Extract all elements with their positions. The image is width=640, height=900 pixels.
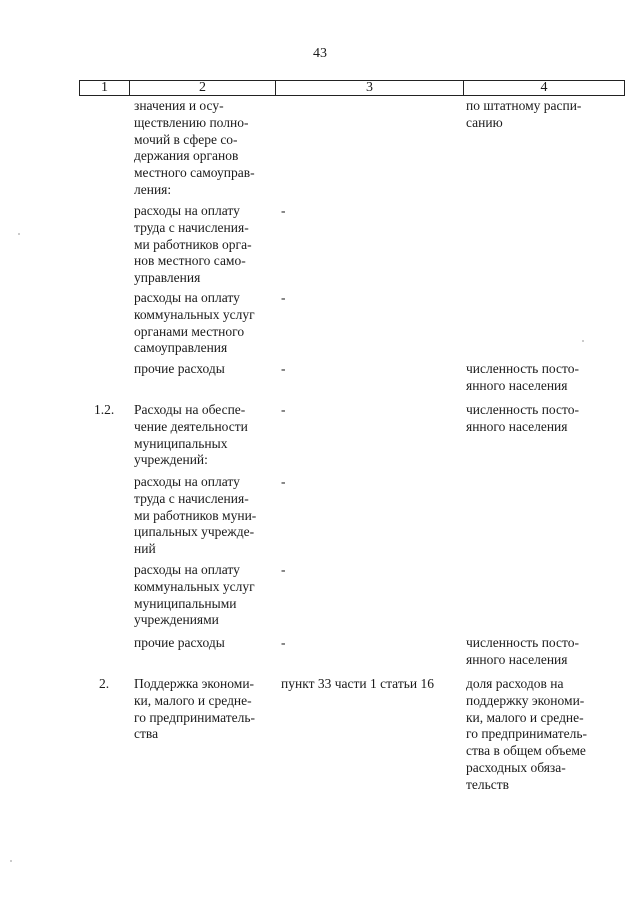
table-cell-legal-basis: - bbox=[281, 562, 286, 577]
table-cell-criterion: численность посто- янного населения bbox=[466, 361, 579, 393]
table-cell-number: 2. bbox=[99, 676, 110, 691]
table-cell-legal-basis: - bbox=[281, 361, 286, 376]
table-cell-legal-basis: - bbox=[281, 402, 286, 417]
table-cell-description: прочие расходы bbox=[134, 635, 225, 650]
header-cell-4: 4 bbox=[540, 80, 548, 95]
table-cell-legal-basis: пункт 33 части 1 статьи 16 bbox=[281, 676, 434, 691]
header-cell-3: 3 bbox=[276, 81, 464, 95]
table-cell-description: Поддержка экономи- ки, малого и средне- го предприниматель- ства bbox=[134, 676, 256, 742]
header-cell-1: 1 bbox=[80, 81, 130, 95]
scan-speck bbox=[582, 340, 584, 342]
table-cell-legal-basis: - bbox=[281, 635, 286, 650]
table-cell-criterion: численность посто- янного населения bbox=[466, 402, 579, 434]
table-cell-criterion: численность посто- янного населения bbox=[466, 635, 579, 667]
scan-speck bbox=[10, 860, 12, 862]
table-cell-legal-basis: - bbox=[281, 290, 286, 305]
table-cell-legal-basis: - bbox=[281, 474, 286, 489]
table-cell-criterion: по штатному распи- санию bbox=[466, 98, 582, 130]
table-cell-description: расходы на оплату коммунальных услуг муниципальными учреждениями bbox=[134, 562, 255, 628]
table-cell-criterion: доля расходов на поддержку экономи- ки, малого и средне- го предприниматель- ства в общем объеме расходных обяза- тельств bbox=[466, 676, 588, 792]
header-cell-2: 2 bbox=[130, 81, 276, 95]
table-cell-description: расходы на оплату труда с начисления- ми работников орга- нов местного само- управления bbox=[134, 203, 252, 286]
table-cell-legal-basis: - bbox=[281, 203, 286, 218]
table-cell-description: значения и осу- ществлению полно- мочий в сфере со- держания органов местного самоуправ- ления: bbox=[134, 98, 255, 197]
table-cell-description: Расходы на обеспе- чение деятельности муниципальных учреждений: bbox=[134, 402, 248, 468]
table-cell-description: расходы на оплату труда с начисления- ми работников муни- ципальных учрежде- ний bbox=[134, 474, 257, 557]
table-cell-description: расходы на оплату коммунальных услуг органами местного самоуправления bbox=[134, 290, 255, 356]
table-cell-number: 1.2. bbox=[94, 402, 115, 417]
page-number: 43 bbox=[313, 46, 327, 61]
table-header-row bbox=[79, 80, 625, 96]
table-cell-description: прочие расходы bbox=[134, 361, 225, 376]
scan-speck bbox=[18, 233, 20, 235]
